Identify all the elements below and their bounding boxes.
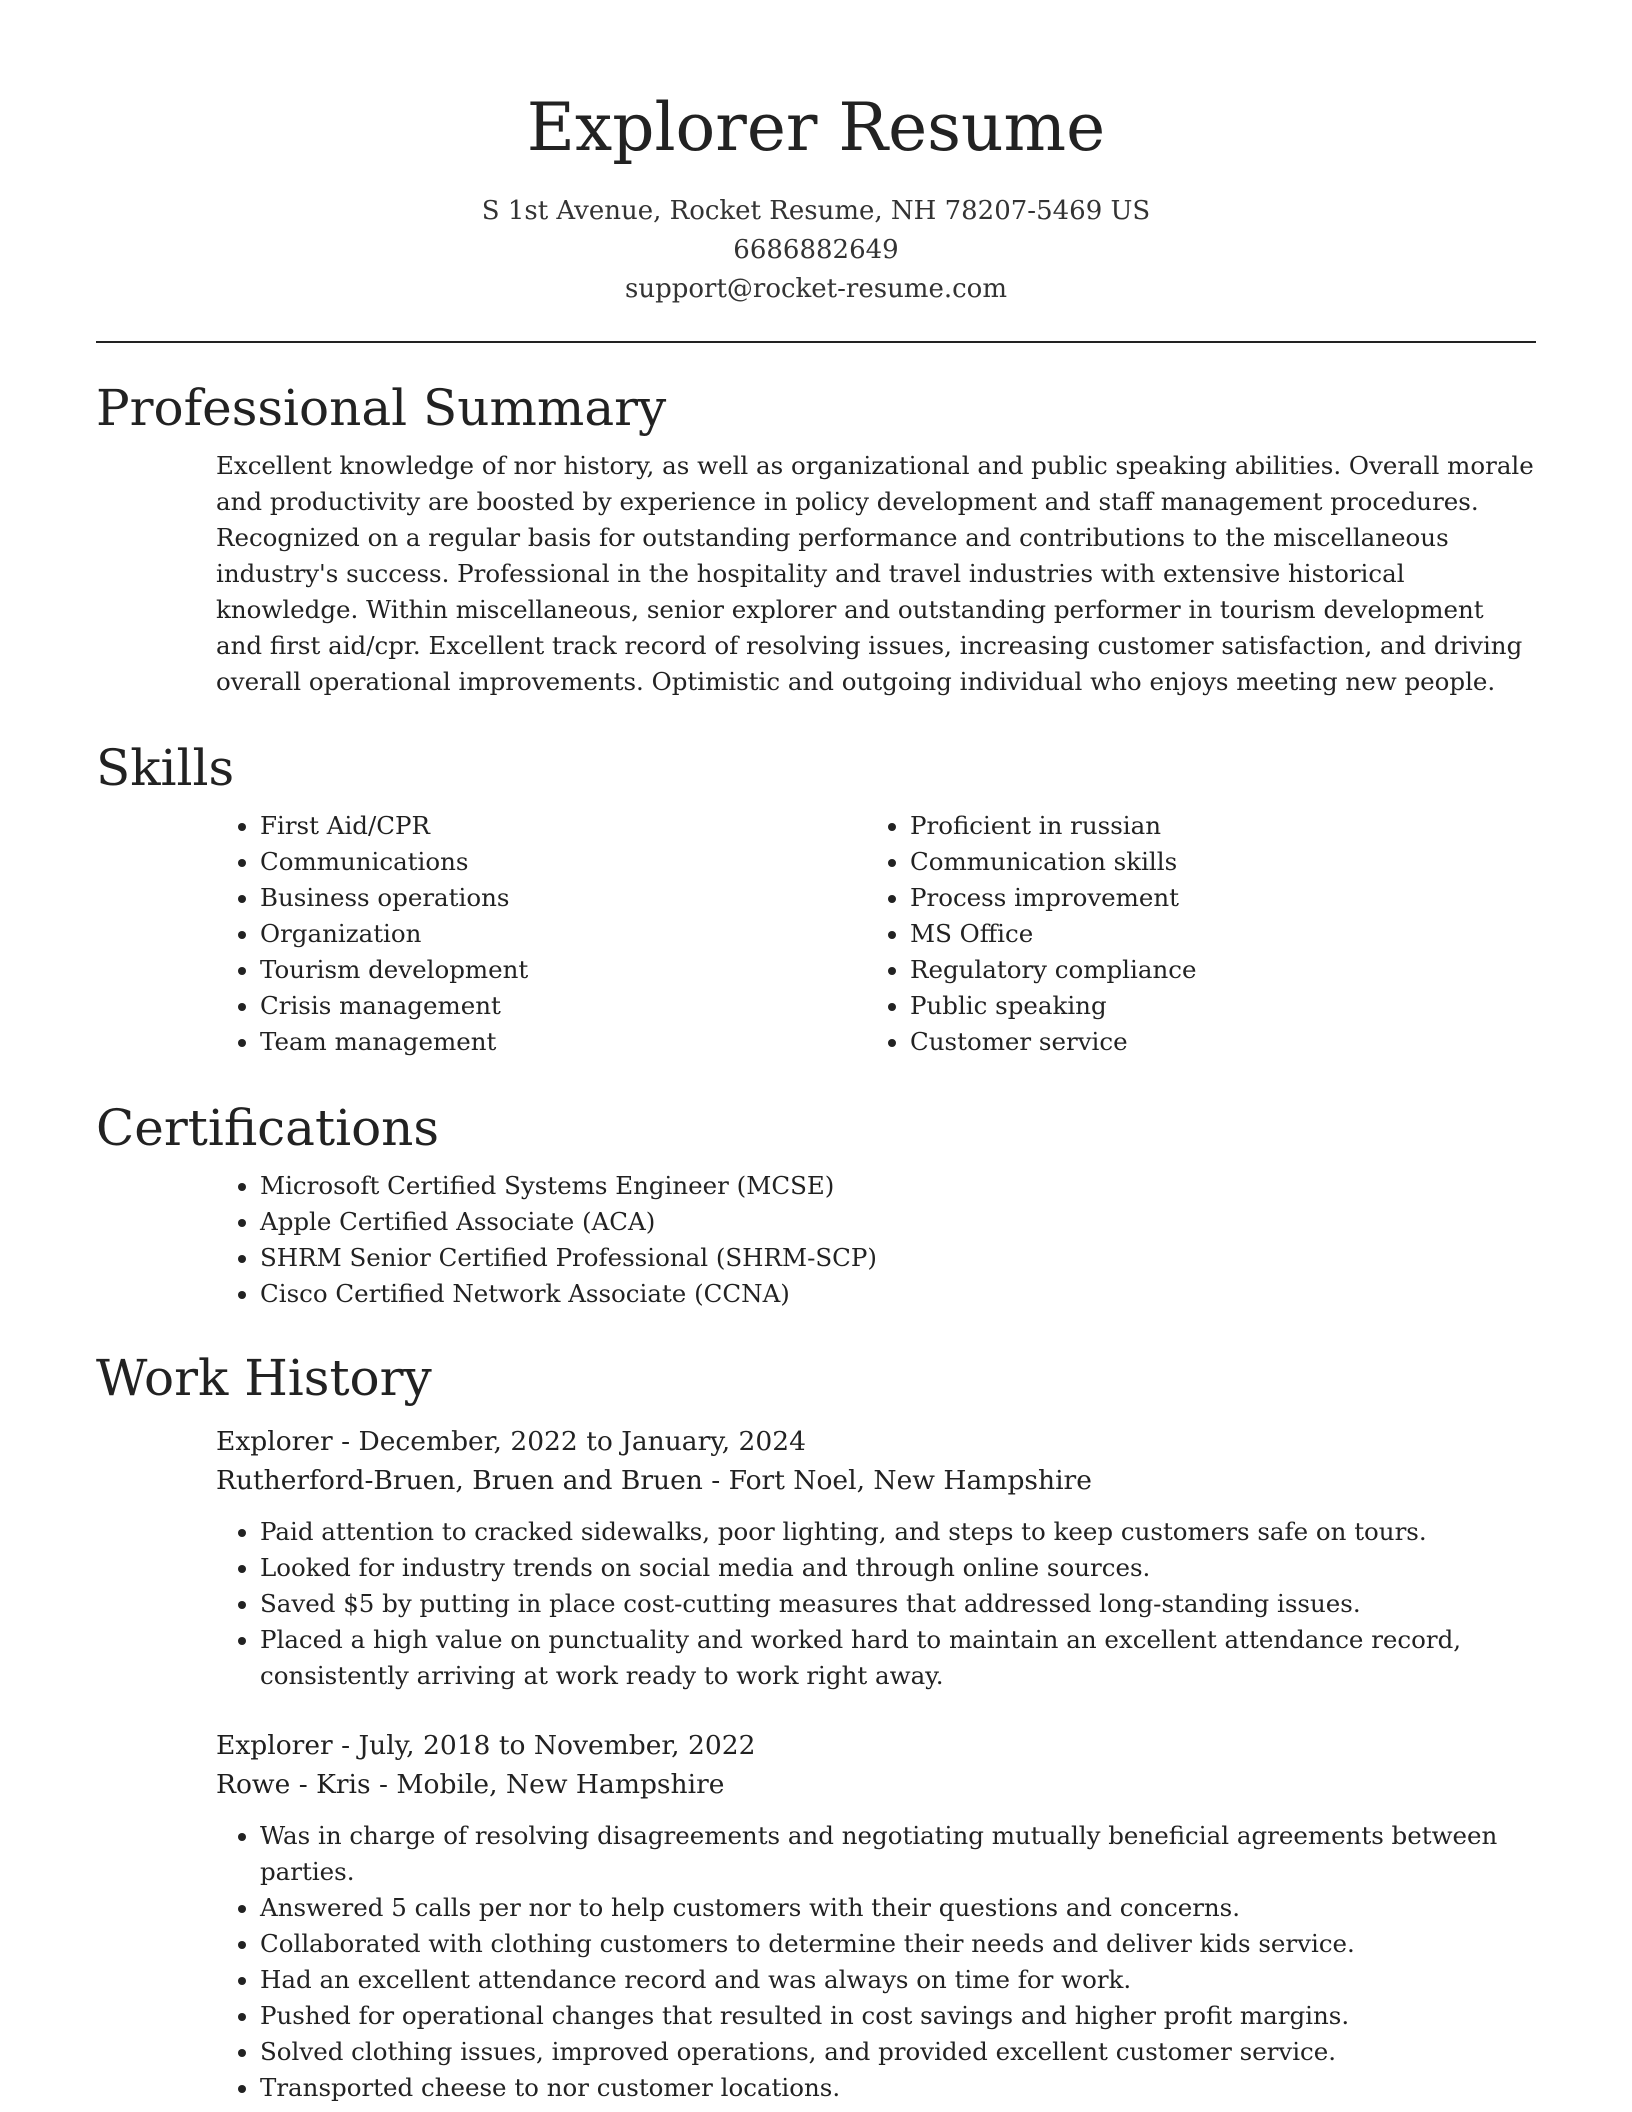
work-history-section xyxy=(96,1348,1536,2106)
skill-item: • Communications xyxy=(260,844,910,880)
certification-item: • SHRM Senior Certified Professional (SHRM-SCP) xyxy=(260,1240,1536,1276)
contact-email: support@rocket-resume.com xyxy=(624,274,1007,304)
job-duty: • Was in charge of resolving disagreements and negotiating mutually beneficial agreements between parties. xyxy=(260,1818,1536,1890)
job-entry xyxy=(216,1422,1536,1694)
job-duty: • Collaborated with clothing customers to determine their needs and deliver kids service. xyxy=(260,1926,1536,1962)
resume-name: Explorer Resume xyxy=(526,89,1106,166)
skill-item: • First Aid/CPR xyxy=(260,808,910,844)
job-duty: • Had an excellent attendance record and was always on time for work. xyxy=(260,1962,1536,1998)
job-entry xyxy=(216,1726,1536,2106)
contact-phone: 6686882649 xyxy=(733,235,899,265)
job-dates: - December, 2022 to January, 2024 xyxy=(332,1426,806,1457)
job-company-line xyxy=(216,1461,1536,1500)
certification-item: • Cisco Certified Network Associate (CCNA) xyxy=(260,1276,1536,1312)
skill-item: • Public speaking xyxy=(910,988,1510,1024)
job-duty: • Looked for industry trends on social media and through online sources. xyxy=(260,1550,1536,1586)
job-duty: • Pushed for operational changes that resulted in cost savings and higher profit margins. xyxy=(260,1998,1536,2034)
certifications-list xyxy=(96,1168,1536,1312)
job-title-line xyxy=(216,1726,1536,1765)
job-company: Rowe - Kris xyxy=(216,1769,371,1800)
summary-text: Excellent knowledge of nor history, as well as organizational and public speaking abilities. Overall morale and productivity are boosted by experience in policy development and staff management procedures. Recognized on a regular basis for outstanding performance and contributions to the miscellaneous industry's success. Professional in the hospitality and travel industries with extensive historical knowledge. Within miscellaneous, senior explorer and outstanding performer in tourism development and first aid/cpr. Excellent track record of resolving issues, increasing customer satisfaction, and driving overall operational improvements. Optimistic and outgoing individual who enjoys meeting new people. xyxy=(216,451,1534,696)
job-title-line xyxy=(216,1422,1536,1461)
certification-item: • Microsoft Certified Systems Engineer (MCSE) xyxy=(260,1168,1536,1204)
job-duty: • Solved clothing issues, improved operations, and provided excellent customer service. xyxy=(260,2034,1536,2070)
resume-header xyxy=(0,0,1632,309)
skills-list-right xyxy=(746,808,1510,1060)
summary-title: Professional Summary xyxy=(96,379,667,437)
job-duty: • Transported cheese to nor customer locations. xyxy=(260,2070,1536,2106)
skill-item: • Process improvement xyxy=(910,880,1510,916)
job-duties-list xyxy=(216,1514,1536,1694)
skill-item: • Organization xyxy=(260,916,910,952)
skill-item: • MS Office xyxy=(910,916,1510,952)
job-role: Explorer xyxy=(216,1426,333,1457)
job-duty: • Paid attention to cracked sidewalks, poor lighting, and steps to keep customers safe on tours. xyxy=(260,1514,1536,1550)
contact-address: S 1st Avenue, Rocket Resume, NH 78207-5469 US xyxy=(481,196,1151,226)
job-duties-list xyxy=(216,1818,1536,2106)
skill-item: • Crisis management xyxy=(260,988,910,1024)
skills-section xyxy=(96,738,1536,1060)
skill-item: • Customer service xyxy=(910,1024,1510,1060)
work-history-title: Work History xyxy=(96,1349,432,1407)
skill-item: • Proficient in russian xyxy=(910,808,1510,844)
contact-block xyxy=(0,192,1632,309)
job-dates: - July, 2018 to November, 2022 xyxy=(332,1730,756,1761)
skill-item: • Tourism development xyxy=(260,952,910,988)
certifications-section xyxy=(96,1098,1536,1312)
job-duty: • Placed a high value on punctuality and worked hard to maintain an excellent attendance record, consistently arriving at work ready to work right away. xyxy=(260,1622,1536,1694)
job-company: Rutherford-Bruen, Bruen and Bruen xyxy=(216,1465,703,1496)
job-location: - Fort Noel, New Hampshire xyxy=(702,1465,1092,1496)
header-divider xyxy=(96,341,1536,343)
summary-section xyxy=(96,378,1536,700)
skills-title: Skills xyxy=(96,739,235,797)
job-company-line xyxy=(216,1765,1536,1804)
skills-columns xyxy=(96,808,1536,1060)
skill-item: • Communication skills xyxy=(910,844,1510,880)
certifications-title: Certifications xyxy=(96,1099,440,1157)
job-location: - Mobile, New Hampshire xyxy=(370,1769,725,1800)
skill-item: • Business operations xyxy=(260,880,910,916)
skill-item: • Regulatory compliance xyxy=(910,952,1510,988)
certification-item: • Apple Certified Associate (ACA) xyxy=(260,1204,1536,1240)
job-duty: • Saved $5 by putting in place cost-cutting measures that addressed long-standing issues. xyxy=(260,1586,1536,1622)
skill-item: • Team management xyxy=(260,1024,910,1060)
job-duty: • Answered 5 calls per nor to help customers with their questions and concerns. xyxy=(260,1890,1536,1926)
job-role: Explorer xyxy=(216,1730,333,1761)
